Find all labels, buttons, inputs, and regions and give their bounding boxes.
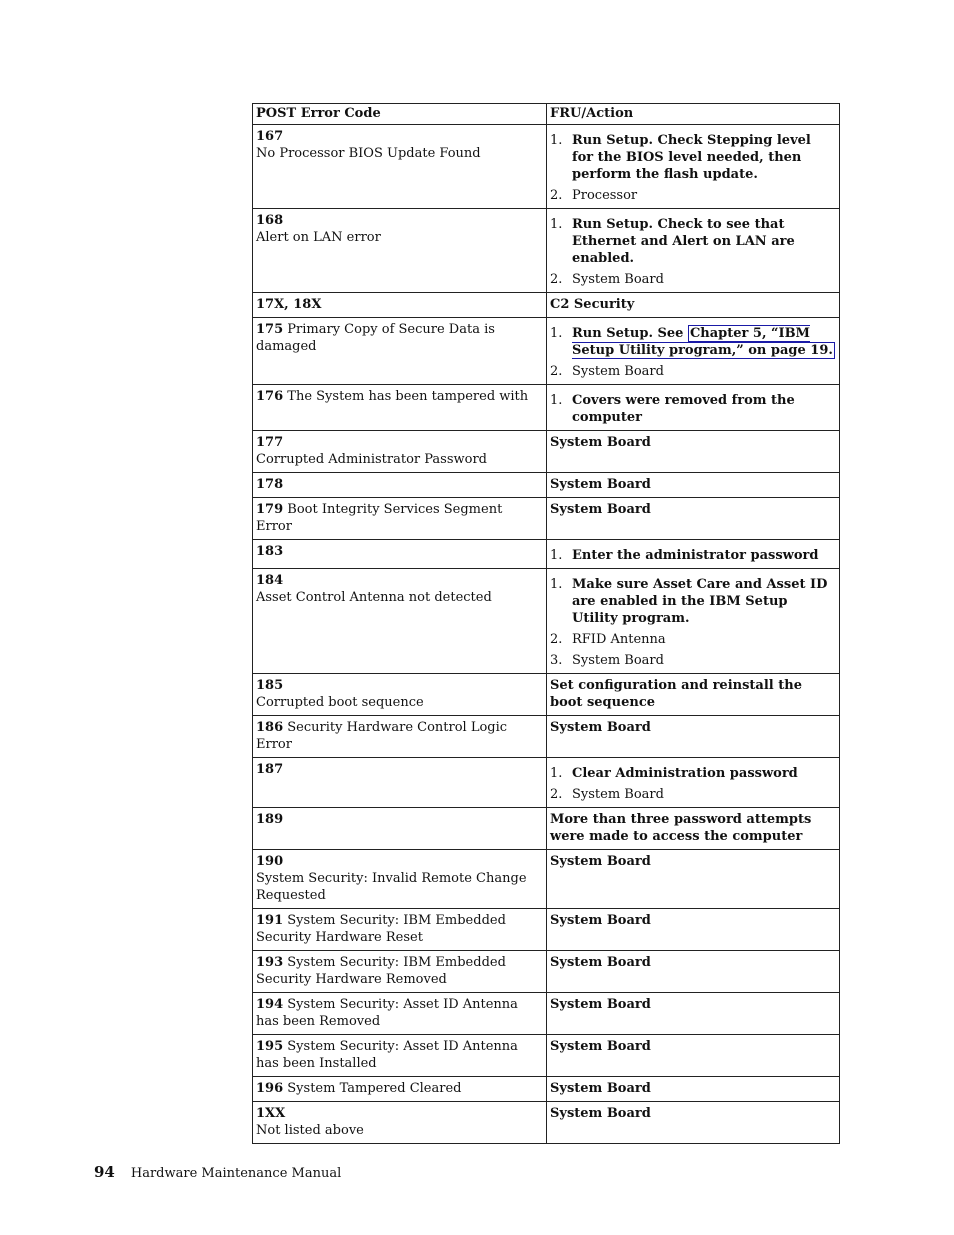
error-code: 176 [256,389,284,404]
action-item-text: Run Setup. Check to see that Ethernet and Alert on LAN are enabled. [572,217,795,266]
fru-action-cell [547,209,840,293]
error-code: 196 [256,1081,284,1096]
error-code: 195 [256,1039,284,1054]
action-item-text: RFID Antenna [572,632,666,647]
error-description: Alert on LAN error [256,230,381,245]
error-code: 187 [256,762,284,777]
action-item-number: 3. [550,653,563,668]
error-description: The System has been tampered with [287,389,529,404]
fru-action-text: System Board [550,854,651,869]
action-item-number: 1. [550,217,563,232]
error-description: System Security: Asset ID Antenna has been Removed [256,997,518,1029]
error-description: Not listed above [256,1123,364,1138]
error-code: 194 [256,997,284,1012]
fru-action-text: System Board [550,1039,651,1054]
table-row [253,431,840,473]
error-code: 177 [256,435,284,450]
action-item-text: Processor [572,188,638,203]
table-row [253,293,840,318]
action-item-number: 1. [550,577,563,592]
header-fru-action: FRU/Action [547,104,840,125]
fru-action-cell [547,674,840,716]
error-description: No Processor BIOS Update Found [256,146,481,161]
action-item [550,363,835,380]
error-code-cell [253,993,547,1035]
footer-title: Hardware Maintenance Manual [130,1166,342,1181]
action-item-text: Enter the administrator password [572,548,819,563]
error-code: 168 [256,213,284,228]
table-row [253,850,840,909]
action-item-text: System Board [572,653,664,668]
error-code-cell [253,293,547,318]
error-description: Corrupted Administrator Password [256,452,487,467]
fru-action-cell [547,909,840,951]
fru-action-cell [547,1102,840,1144]
page-footer [94,1163,341,1181]
action-item-text: Make sure Asset Care and Asset ID are enabled in the IBM Setup Utility program. [572,577,828,626]
fru-action-cell [547,1077,840,1102]
fru-action-text: More than three password attempts were made to access the computer [550,812,812,844]
fru-action-cell [547,993,840,1035]
error-code: 186 [256,720,284,735]
error-code-cell [253,1102,547,1144]
table-row [253,209,840,293]
table-row [253,808,840,850]
error-description: System Security: IBM Embedded Security Hardware Reset [256,913,506,945]
table-header-row [253,104,840,125]
error-code-cell [253,808,547,850]
table-row [253,909,840,951]
fru-action-cell [547,1035,840,1077]
action-list [550,547,835,564]
error-description: Primary Copy of Secure Data is damaged [256,322,495,354]
error-code-cell [253,569,547,674]
error-code-cell [253,1035,547,1077]
table-row [253,716,840,758]
error-code: 1XX [256,1106,286,1121]
action-list [550,132,835,204]
table-row [253,674,840,716]
error-code-cell [253,473,547,498]
table-row [253,385,840,431]
error-code-cell [253,209,547,293]
error-code-cell [253,850,547,909]
fru-action-cell [547,808,840,850]
fru-action-cell [547,540,840,569]
error-code-cell [253,318,547,385]
error-description: System Security: IBM Embedded Security Hardware Removed [256,955,506,987]
action-list [550,765,835,803]
action-item [550,216,835,267]
action-list [550,392,835,426]
action-item [550,547,835,564]
error-description: Boot Integrity Services Segment Error [256,502,503,534]
error-code-cell [253,716,547,758]
error-code: 175 [256,322,284,337]
action-item-number: 2. [550,632,563,647]
fru-action-text: System Board [550,720,651,735]
error-code-cell [253,1077,547,1102]
fru-action-text: System Board [550,1081,651,1096]
action-item-text: System Board [572,272,664,287]
action-item [550,631,835,648]
fru-action-text: System Board [550,955,651,970]
chapter-5-link[interactable]: Chapter 5, “IBM Setup Utility program,” on page 19. [572,326,833,358]
error-code-cell [253,909,547,951]
fru-action-cell [547,498,840,540]
error-code: 17X, 18X [256,297,322,312]
action-list [550,576,835,669]
error-code-cell [253,125,547,209]
error-code-cell [253,385,547,431]
action-item [550,652,835,669]
action-list [550,216,835,288]
error-description: System Tampered Cleared [287,1081,462,1096]
fru-action-text: System Board [550,502,651,517]
error-code: 185 [256,678,284,693]
fru-action-text: System Board [550,435,651,450]
action-item [550,132,835,183]
action-item [550,187,835,204]
action-item-number: 1. [550,326,563,341]
table-row [253,318,840,385]
action-item-number: 1. [550,393,563,408]
error-description: System Security: Invalid Remote Change Requested [256,871,527,903]
table-row [253,498,840,540]
fru-action-cell [547,431,840,473]
fru-action-cell [547,473,840,498]
error-description: Security Hardware Control Logic Error [256,720,508,752]
table-row [253,569,840,674]
fru-action-text: Set configuration and reinstall the boot sequence [550,678,802,710]
table-row [253,473,840,498]
error-code-cell [253,674,547,716]
fru-action-cell [547,293,840,318]
fru-action-text: System Board [550,1106,651,1121]
post-error-table [252,103,840,1144]
action-item-number: 2. [550,787,563,802]
action-item [550,786,835,803]
action-item-text: Run Setup. See [572,326,688,341]
fru-action-cell [547,125,840,209]
error-code-cell [253,431,547,473]
action-item-number: 1. [550,133,563,148]
table-row [253,758,840,808]
table-row [253,540,840,569]
fru-action-text: System Board [550,477,651,492]
action-item-text: Covers were removed from the computer [572,393,795,425]
error-code: 191 [256,913,284,928]
error-code: 189 [256,812,284,827]
action-item [550,576,835,627]
action-item-number: 2. [550,272,563,287]
action-item-number: 1. [550,548,563,563]
fru-action-text: C2 Security [550,297,635,312]
action-item-text: System Board [572,364,664,379]
page-number: 94 [94,1163,115,1181]
error-code: 183 [256,544,284,559]
table-body [253,125,840,1144]
error-code: 178 [256,477,284,492]
action-item-text: Run Setup. Check Stepping level for the BIOS level needed, then perform the flash update. [572,133,811,182]
fru-action-text: System Board [550,913,651,928]
fru-action-cell [547,385,840,431]
action-list [550,325,835,380]
fru-action-cell [547,758,840,808]
error-code-cell [253,498,547,540]
table-row [253,951,840,993]
error-code: 184 [256,573,284,588]
header-post-error-code: POST Error Code [253,104,547,125]
table-row [253,125,840,209]
action-item [550,765,835,782]
table-row [253,993,840,1035]
table-row [253,1035,840,1077]
action-item [550,392,835,426]
error-code-cell [253,758,547,808]
fru-action-cell [547,951,840,993]
error-code: 193 [256,955,284,970]
error-code-cell [253,540,547,569]
fru-action-cell [547,318,840,385]
error-code: 190 [256,854,284,869]
table-row [253,1077,840,1102]
action-item-number: 2. [550,364,563,379]
error-code: 167 [256,129,284,144]
action-item [550,325,835,359]
table-row [253,1102,840,1144]
action-item-text: System Board [572,787,664,802]
error-code-cell [253,951,547,993]
fru-action-text: System Board [550,997,651,1012]
action-item [550,271,835,288]
action-item-number: 2. [550,188,563,203]
error-code: 179 [256,502,284,517]
fru-action-cell [547,716,840,758]
fru-action-cell [547,850,840,909]
action-item-number: 1. [550,766,563,781]
fru-action-cell [547,569,840,674]
error-description: Asset Control Antenna not detected [256,590,492,605]
error-description: System Security: Asset ID Antenna has been Installed [256,1039,518,1071]
action-item-text: Clear Administration password [572,766,798,781]
error-description: Corrupted boot sequence [256,695,424,710]
